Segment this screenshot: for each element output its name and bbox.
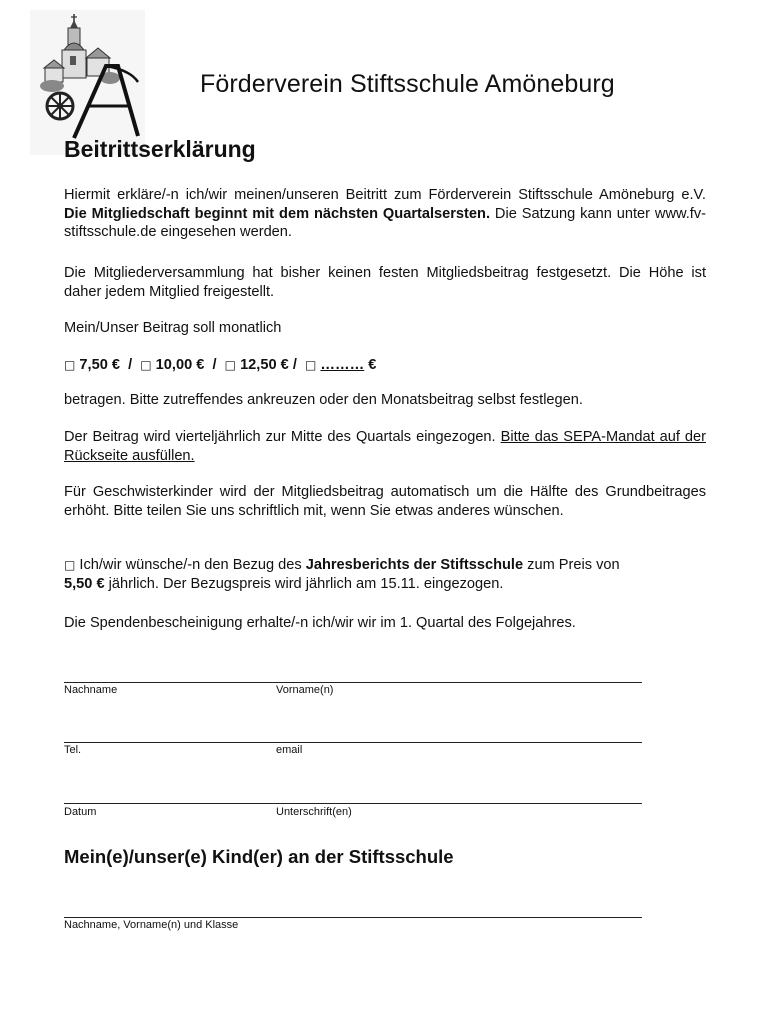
fee-instruction: betragen. Bitte zutreffendes ankreuzen oder den Monatsbeitrag selbst festlegen. — [64, 392, 583, 408]
siblings-paragraph: Für Geschwisterkinder wird der Mitgliedsbeitrag automatisch um die Hälfte des Grundbeitrages erhöht. Bitte teilen Sie uns schriftlich mit, wenn Sie etwas anderes wünschen. — [64, 484, 706, 519]
annual-report-paragraph: □ Ich/wir wünsche/-n den Bezug des Jahresberichts der Stiftsschule zum Preis von 5,50 € jährlich. Der Bezugspreis wird jährlich am 15.11. eingezogen. — [64, 557, 620, 592]
amount-7-50: 7,50 € — [79, 357, 120, 373]
checkbox-custom[interactable]: □ — [305, 358, 317, 372]
checkbox-7-50[interactable]: □ — [64, 358, 76, 372]
sepa-note: Bitte das SEPA-Mandat auf der Rückseite ausfüllen. — [64, 429, 707, 464]
children-heading: Mein(e)/unser(e) Kind(er) an der Stiftsschule — [64, 846, 454, 867]
monthly-fee-intro: Mein/Unser Beitrag soll monatlich — [64, 320, 282, 336]
amount-10-00: 10,00 € — [155, 357, 205, 373]
organization-title: Förderverein Stiftsschule Amöneburg — [200, 70, 615, 98]
membership-start-note: Die Mitgliedschaft beginnt mit dem nächsten Quartalsersten. — [64, 205, 490, 222]
church-logo — [30, 10, 145, 155]
date-signature-line[interactable] — [64, 803, 642, 804]
amount-options: □ 7,50 € / □ 10,00 € / □ 12,50 € / □ ……… € — [64, 357, 377, 373]
vorname-label: Vorname(n) — [276, 684, 334, 696]
amount-12-50: 12,50 € — [240, 357, 289, 373]
children-field-label: Nachname, Vorname(n) und Klasse — [64, 919, 239, 931]
unterschrift-label: Unterschrift(en) — [276, 806, 352, 818]
checkbox-annual-report[interactable]: □ — [64, 558, 76, 572]
nachname-label: Nachname — [64, 684, 118, 696]
collection-paragraph: Der Beitrag wird vierteljährlich zur Mitte des Quartals eingezogen. Bitte das SEPA-Mandat auf der Rückseite ausfüllen. — [64, 429, 707, 464]
contact-line[interactable] — [64, 742, 642, 743]
custom-amount-field[interactable]: ……… — [320, 357, 365, 373]
tel-label: Tel. — [64, 744, 82, 756]
checkbox-12-50[interactable]: □ — [224, 358, 236, 372]
checkbox-10-00[interactable]: □ — [140, 358, 152, 372]
donation-receipt-note: Die Spendenbescheinigung erhalte/-n ich/wir wir im 1. Quartal des Folgejahres. — [64, 615, 576, 631]
email-label: email — [276, 744, 303, 756]
membership-paragraph: Hiermit erkläre/-n ich/wir meinen/unseren Beitritt zum Förderverein Stiftsschule Amöneburg e.V. Die Mitgliedschaft beginnt mit dem nächsten Quartalsersten. Die Satzung kann unter www.fv-stiftsschule.de eingesehen werden. — [64, 187, 706, 240]
page-title: Beitrittserklärung — [64, 136, 256, 162]
fee-paragraph: Die Mitgliederversammlung hat bisher keinen festen Mitgliedsbeitrag festgesetzt. Die Höhe ist daher jedem Mitglied freigestellt. — [64, 265, 706, 300]
name-line[interactable] — [64, 682, 642, 683]
datum-label: Datum — [64, 806, 97, 818]
children-line[interactable] — [64, 917, 642, 918]
